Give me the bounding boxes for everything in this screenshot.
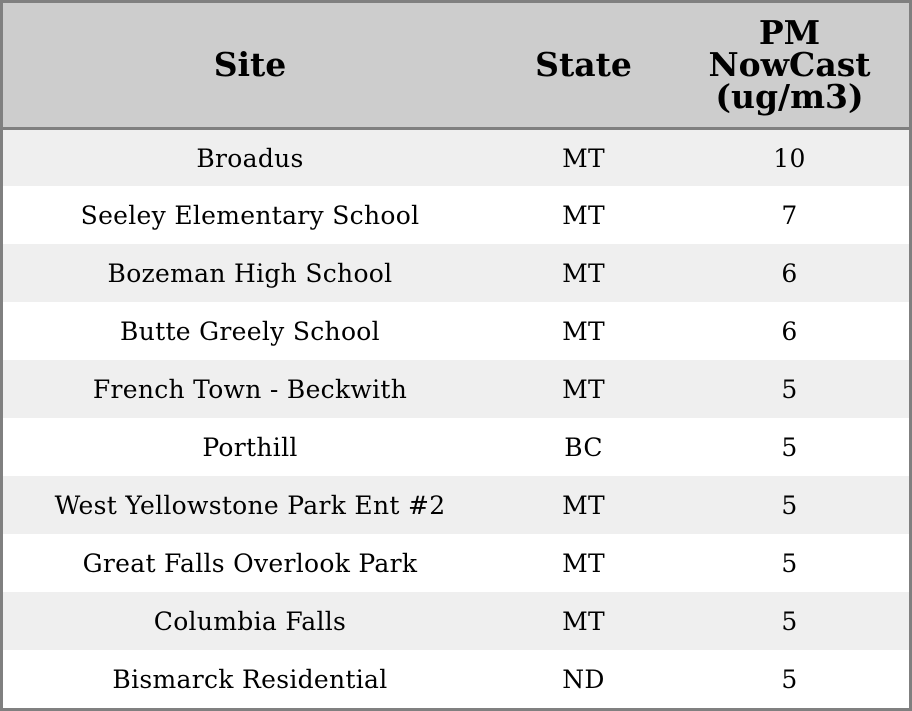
cell-state: BC <box>497 418 670 476</box>
cell-state: MT <box>497 129 670 187</box>
table-row <box>3 244 909 302</box>
header-pm-line-1: PM <box>758 13 821 52</box>
cell-state: MT <box>497 360 670 418</box>
table-row <box>3 418 909 476</box>
table-row <box>3 360 909 418</box>
cell-pm: 5 <box>670 360 909 418</box>
cell-state: MT <box>497 534 670 592</box>
cell-state: MT <box>497 302 670 360</box>
table-body <box>3 129 909 709</box>
cell-pm: 10 <box>670 129 909 187</box>
table-row <box>3 476 909 534</box>
header-site: Site <box>3 3 497 129</box>
table-row <box>3 650 909 708</box>
cell-site: Bozeman High School <box>3 244 497 302</box>
cell-pm: 5 <box>670 534 909 592</box>
cell-pm: 5 <box>670 592 909 650</box>
cell-site: Seeley Elementary School <box>3 186 497 244</box>
cell-site: Porthill <box>3 418 497 476</box>
table-row <box>3 186 909 244</box>
table-row <box>3 302 909 360</box>
header-row <box>3 3 909 129</box>
header-pm-line-3: (ug/m3) <box>715 77 864 116</box>
pm-nowcast-table <box>3 3 909 708</box>
cell-state: MT <box>497 476 670 534</box>
cell-site: Bismarck Residential <box>3 650 497 708</box>
cell-state: MT <box>497 592 670 650</box>
cell-site: Columbia Falls <box>3 592 497 650</box>
table-header <box>3 3 909 129</box>
cell-state: MT <box>497 244 670 302</box>
header-pm-line-2: NowCast <box>708 45 871 84</box>
cell-site: West Yellowstone Park Ent #2 <box>3 476 497 534</box>
cell-state: ND <box>497 650 670 708</box>
cell-site: Broadus <box>3 129 497 187</box>
table-row <box>3 129 909 187</box>
cell-site: Butte Greely School <box>3 302 497 360</box>
cell-pm: 6 <box>670 302 909 360</box>
cell-site: Great Falls Overlook Park <box>3 534 497 592</box>
cell-pm: 5 <box>670 650 909 708</box>
header-state: State <box>497 3 670 129</box>
table-row <box>3 592 909 650</box>
table-row <box>3 534 909 592</box>
cell-pm: 7 <box>670 186 909 244</box>
cell-state: MT <box>497 186 670 244</box>
cell-site: French Town - Beckwith <box>3 360 497 418</box>
cell-pm: 5 <box>670 476 909 534</box>
cell-pm: 5 <box>670 418 909 476</box>
header-pm-nowcast <box>670 3 909 129</box>
cell-pm: 6 <box>670 244 909 302</box>
